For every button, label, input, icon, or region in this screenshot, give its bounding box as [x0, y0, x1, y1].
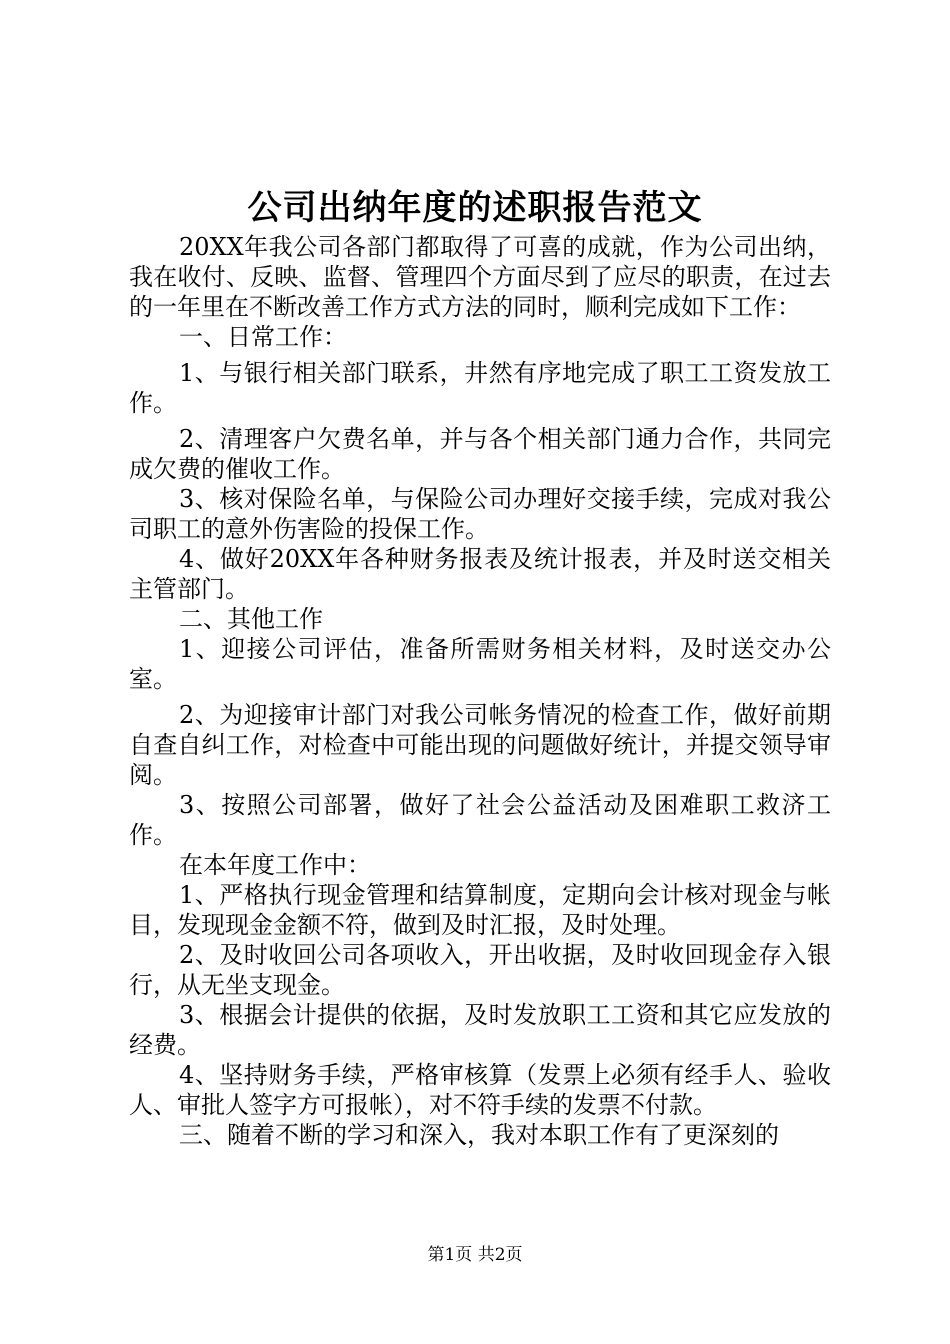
paragraph-intro: 20XX年我公司各部门都取得了可喜的成就，作为公司出纳，我在收付、反映、监督、管理四个方面尽到了应尽的职责，在过去的一年里在不断改善工作方式方法的同时，顺利完成如下工作： [129, 233, 831, 321]
paragraph-item: 3、根据会计提供的依据，及时发放职工工资和其它应发放的经费。 [129, 1001, 831, 1059]
paragraph-item: 2、及时收回公司各项收入，开出收据，及时收回现金存入银行，从无坐支现金。 [129, 941, 831, 999]
page-footer: 第1页 共2页 [427, 1245, 523, 1265]
section-heading-daily-work: 一、日常工作： [179, 323, 347, 351]
document-body [129, 232, 831, 1150]
section-heading-other-work: 二、其他工作 [179, 605, 323, 633]
paragraph-item: 3、按照公司部署，做好了社会公益活动及困难职工救济工作。 [129, 791, 831, 849]
paragraph-item: 4、坚持财务手续，严格审核算（发票上必须有经手人、验收人、审批人签字方可报帐），对不符手续的发票不付款。 [129, 1061, 831, 1119]
paragraph-item: 1、与银行相关部门联系，井然有序地完成了职工工资发放工作。 [129, 359, 831, 417]
document-title: 公司出纳年度的述职报告范文 [247, 188, 703, 228]
paragraph-item: 3、核对保险名单，与保险公司办理好交接手续，完成对我公司职工的意外伤害险的投保工作。 [129, 485, 831, 543]
paragraph-item: 2、为迎接审计部门对我公司帐务情况的检查工作，做好前期自查自纠工作，对检查中可能出现的问题做好统计，并提交领导审阅。 [129, 701, 831, 789]
paragraph-item: 1、严格执行现金管理和结算制度，定期向会计核对现金与帐目，发现现金金额不符，做到及时汇报，及时处理。 [129, 881, 831, 939]
section-heading-this-year: 在本年度工作中： [179, 851, 371, 879]
paragraph-item: 2、清理客户欠费名单，并与各个相关部门通力合作，共同完成欠费的催收工作。 [129, 425, 831, 483]
paragraph-item: 4、做好20XX年各种财务报表及统计报表，并及时送交相关主管部门。 [129, 545, 831, 603]
paragraph-item: 1、迎接公司评估，准备所需财务相关材料，及时送交办公室。 [129, 635, 831, 693]
section-heading-third: 三、随着不断的学习和深入，我对本职工作有了更深刻的 [179, 1121, 779, 1149]
